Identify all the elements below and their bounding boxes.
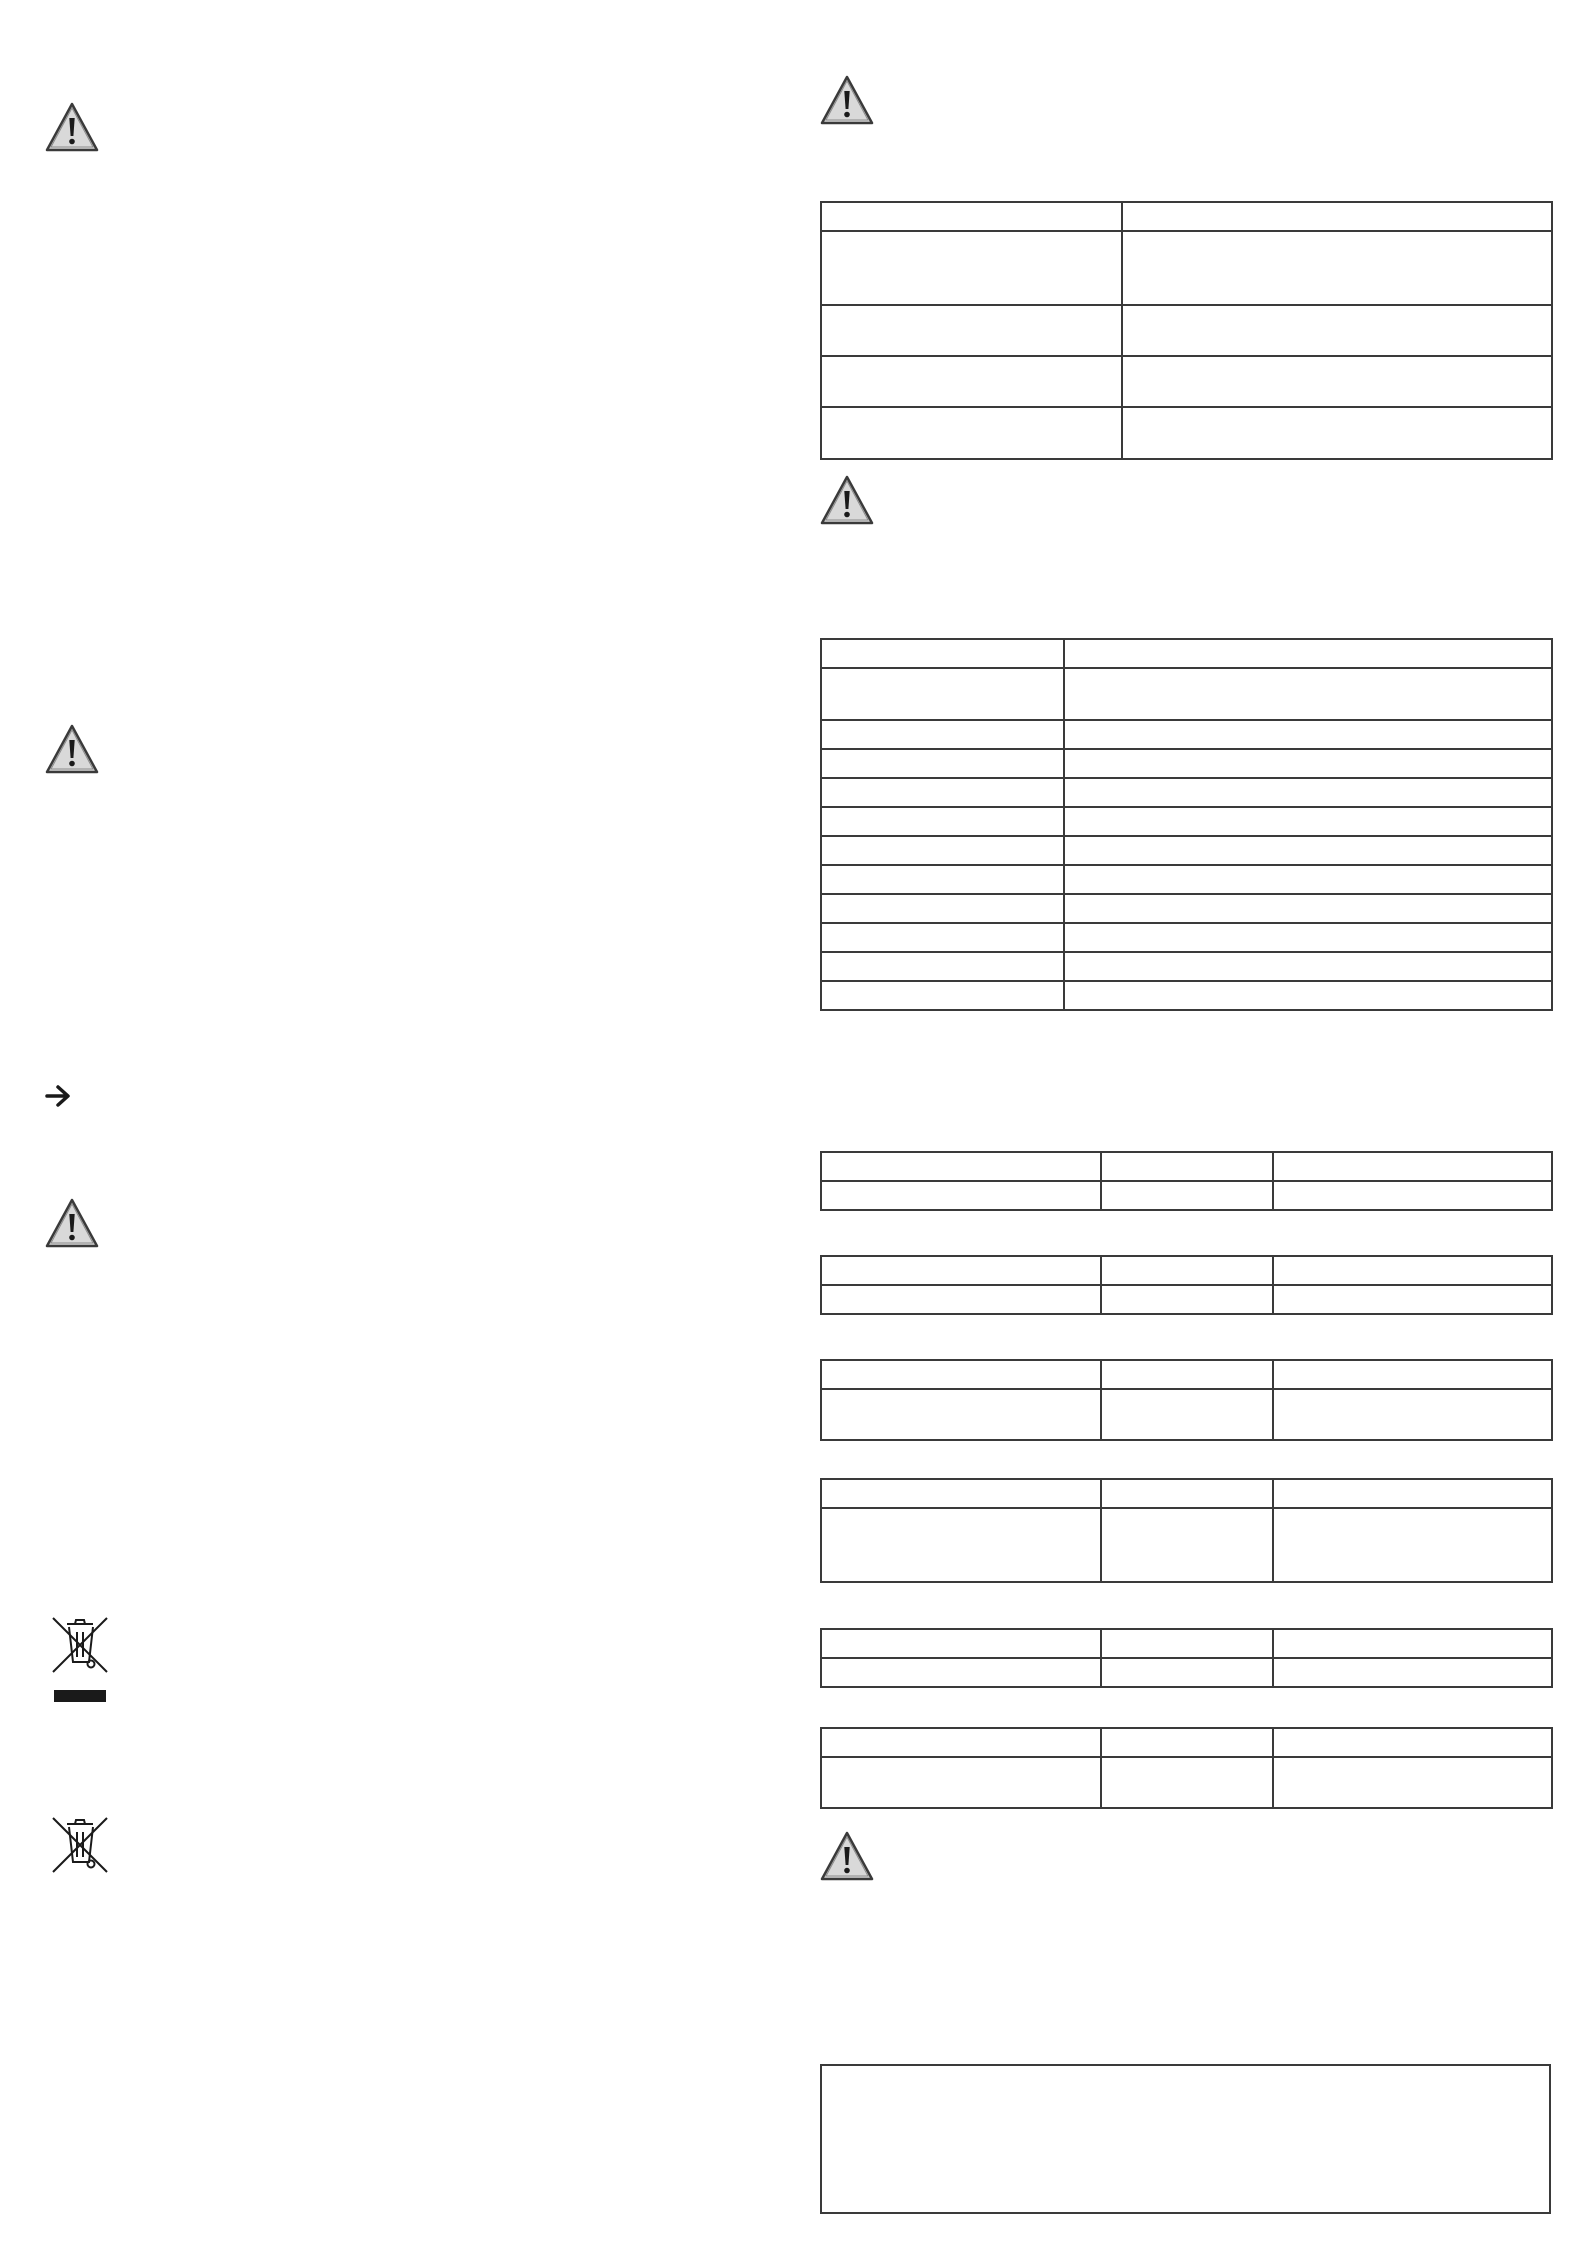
table-row [821, 807, 1552, 836]
data-table-5 [820, 1359, 1553, 1441]
table-cell [1064, 720, 1552, 749]
table-row [821, 1728, 1552, 1757]
data-table-6 [820, 1478, 1553, 1583]
table-cell [821, 836, 1064, 865]
table-row [821, 305, 1552, 356]
table-cell [1101, 1757, 1273, 1808]
table-cell [1101, 1508, 1273, 1582]
table-cell [1064, 894, 1552, 923]
table-cell [1101, 1728, 1273, 1757]
table-row [821, 894, 1552, 923]
table-cell [821, 1629, 1101, 1658]
table-cell [1064, 639, 1552, 668]
table-cell [1273, 1658, 1552, 1687]
table-cell [1273, 1152, 1552, 1181]
table-row [821, 720, 1552, 749]
table-cell [1101, 1181, 1273, 1210]
table-cell [821, 1757, 1101, 1808]
table-cell [1101, 1360, 1273, 1389]
specification-table-1 [820, 201, 1553, 460]
table-row [821, 1508, 1552, 1582]
table-cell [1273, 1757, 1552, 1808]
table-cell [1273, 1629, 1552, 1658]
warning-triangle-icon [44, 723, 100, 775]
table-cell [821, 807, 1064, 836]
table-cell [1273, 1256, 1552, 1285]
table-row [821, 952, 1552, 981]
table-cell [1273, 1285, 1552, 1314]
table-row [821, 356, 1552, 407]
table-cell [821, 1285, 1101, 1314]
table-cell [821, 1256, 1101, 1285]
table-cell [821, 981, 1064, 1010]
table-cell [1064, 807, 1552, 836]
table-cell [821, 749, 1064, 778]
black-bar [54, 1690, 106, 1702]
table-cell [821, 923, 1064, 952]
table-cell [1273, 1508, 1552, 1582]
table-cell [1122, 231, 1552, 305]
table-cell [821, 202, 1122, 231]
arrow-right-icon [44, 1083, 74, 1109]
table-cell [821, 668, 1064, 720]
warning-triangle-icon [819, 474, 875, 526]
table-row [821, 202, 1552, 231]
table-cell [821, 1389, 1101, 1440]
table-cell [1064, 668, 1552, 720]
crossed-out-wheelie-bin-with-bar-icon [47, 1612, 113, 1678]
table-cell [821, 778, 1064, 807]
table-cell [1101, 1256, 1273, 1285]
table-cell [821, 407, 1122, 459]
crossed-out-wheelie-bin-icon [47, 1812, 113, 1878]
warning-triangle-icon [819, 1830, 875, 1882]
table-cell [1273, 1181, 1552, 1210]
table-row [821, 1360, 1552, 1389]
data-table-7 [820, 1628, 1553, 1688]
table-cell [1064, 778, 1552, 807]
table-cell [1101, 1389, 1273, 1440]
table-cell [821, 1658, 1101, 1687]
data-table-4 [820, 1255, 1553, 1315]
table-cell [1064, 923, 1552, 952]
table-cell [1101, 1658, 1273, 1687]
table-cell [821, 1360, 1101, 1389]
table-cell [1101, 1479, 1273, 1508]
table-row [821, 1757, 1552, 1808]
data-table-8 [820, 1727, 1553, 1809]
warning-triangle-icon [44, 101, 100, 153]
table-row [821, 923, 1552, 952]
table-cell [1273, 1479, 1552, 1508]
table-cell [1273, 1728, 1552, 1757]
table-row [821, 981, 1552, 1010]
table-row [821, 1152, 1552, 1181]
table-cell [821, 231, 1122, 305]
table-cell [821, 639, 1064, 668]
table-cell [1101, 1285, 1273, 1314]
table-row [821, 1479, 1552, 1508]
table-row [821, 1389, 1552, 1440]
table-row [821, 865, 1552, 894]
table-cell [1101, 1629, 1273, 1658]
table-cell [1064, 865, 1552, 894]
table-row [821, 407, 1552, 459]
table-cell [821, 1728, 1101, 1757]
table-cell [821, 1508, 1101, 1582]
table-cell [1273, 1389, 1552, 1440]
table-row [821, 1629, 1552, 1658]
table-cell [821, 952, 1064, 981]
data-table-3 [820, 1151, 1553, 1211]
table-row [821, 778, 1552, 807]
table-cell [1064, 836, 1552, 865]
table-row [821, 1181, 1552, 1210]
table-row [821, 749, 1552, 778]
table-cell [821, 356, 1122, 407]
table-cell [821, 305, 1122, 356]
table-cell [821, 1152, 1101, 1181]
table-cell [1064, 952, 1552, 981]
table-row [821, 1285, 1552, 1314]
table-cell [1101, 1152, 1273, 1181]
table-row [821, 1658, 1552, 1687]
table-row [821, 1256, 1552, 1285]
table-cell [821, 720, 1064, 749]
table-cell [1122, 407, 1552, 459]
table-cell [1273, 1360, 1552, 1389]
specification-table-2 [820, 638, 1553, 1011]
warning-triangle-icon [44, 1197, 100, 1249]
warning-triangle-icon [819, 74, 875, 126]
table-cell [1064, 981, 1552, 1010]
table-row [821, 668, 1552, 720]
table-cell [821, 894, 1064, 923]
table-row [821, 231, 1552, 305]
table-row [821, 639, 1552, 668]
table-cell [1122, 356, 1552, 407]
table-cell [821, 1181, 1101, 1210]
table-cell [1122, 305, 1552, 356]
table-cell [821, 865, 1064, 894]
table-cell [1064, 749, 1552, 778]
note-box [820, 2064, 1551, 2214]
table-row [821, 836, 1552, 865]
table-cell [1122, 202, 1552, 231]
table-cell [821, 1479, 1101, 1508]
